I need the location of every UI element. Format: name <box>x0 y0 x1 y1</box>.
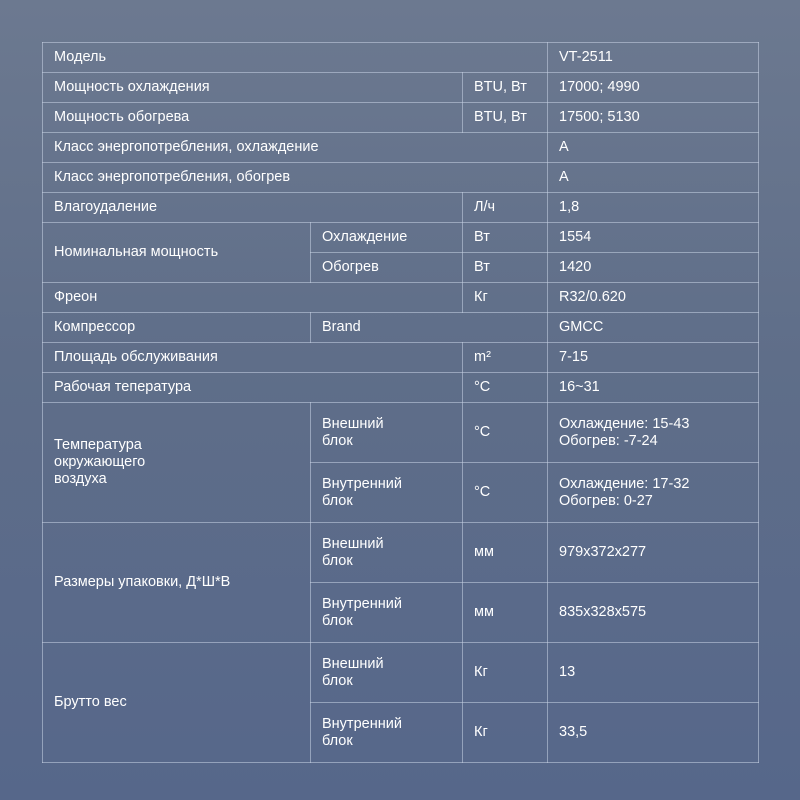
heating-power-unit: BTU, Вт <box>463 103 548 133</box>
refrigerant-label: Фреон <box>43 283 463 313</box>
gross-weight-indoor-type: Внутренний блок <box>311 703 463 763</box>
table-row <box>43 43 759 73</box>
energy-class-cooling-value: A <box>548 133 759 163</box>
table-row <box>43 523 759 583</box>
ambient-temp-outdoor-value: Охлаждение: 15-43 Обогрев: -7-24 <box>548 403 759 463</box>
rated-power-cooling-unit: Вт <box>463 223 548 253</box>
table-row <box>43 73 759 103</box>
operating-temp-unit: °C <box>463 373 548 403</box>
package-size-outdoor-unit: мм <box>463 523 548 583</box>
package-size-outdoor-value: 979x372x277 <box>548 523 759 583</box>
energy-class-heating-label: Класс энергопотребления, обогрев <box>43 163 548 193</box>
model-label: Модель <box>43 43 548 73</box>
operating-temp-value: 16~31 <box>548 373 759 403</box>
table-row <box>43 643 759 703</box>
cooling-power-label: Мощность охлаждения <box>43 73 463 103</box>
cooling-power-value: 17000; 4990 <box>548 73 759 103</box>
package-size-outdoor-type: Внешний блок <box>311 523 463 583</box>
service-area-label: Площадь обслуживания <box>43 343 463 373</box>
table-row <box>43 103 759 133</box>
dehumidification-unit: Л/ч <box>463 193 548 223</box>
energy-class-heating-value: A <box>548 163 759 193</box>
package-size-indoor-type: Внутренний блок <box>311 583 463 643</box>
heating-power-value: 17500; 5130 <box>548 103 759 133</box>
gross-weight-outdoor-type: Внешний блок <box>311 643 463 703</box>
rated-power-label: Номинальная мощность <box>43 223 311 283</box>
energy-class-cooling-label: Класс энергопотребления, охлаждение <box>43 133 548 163</box>
ambient-temp-indoor-type: Внутренний блок <box>311 463 463 523</box>
package-size-indoor-value: 835x328x575 <box>548 583 759 643</box>
ambient-temp-indoor-unit: °C <box>463 463 548 523</box>
table-row <box>43 193 759 223</box>
service-area-unit: m² <box>463 343 548 373</box>
ambient-temp-outdoor-unit: °C <box>463 403 548 463</box>
gross-weight-outdoor-unit: Кг <box>463 643 548 703</box>
table-row <box>43 283 759 313</box>
service-area-value: 7-15 <box>548 343 759 373</box>
ambient-temp-label: Температура окружающего воздуха <box>43 403 311 523</box>
table-row <box>43 223 759 253</box>
operating-temp-label: Рабочая тепература <box>43 373 463 403</box>
table-row <box>43 403 759 463</box>
compressor-sublabel: Brand <box>311 313 548 343</box>
rated-power-cooling-mode: Охлаждение <box>311 223 463 253</box>
cooling-power-unit: BTU, Вт <box>463 73 548 103</box>
heating-power-label: Мощность обогрева <box>43 103 463 133</box>
gross-weight-indoor-value: 33,5 <box>548 703 759 763</box>
package-size-label: Размеры упаковки, Д*Ш*В <box>43 523 311 643</box>
dehumidification-value: 1,8 <box>548 193 759 223</box>
refrigerant-value: R32/0.620 <box>548 283 759 313</box>
rated-power-heating-unit: Вт <box>463 253 548 283</box>
table-row <box>43 373 759 403</box>
gross-weight-outdoor-value: 13 <box>548 643 759 703</box>
gross-weight-label: Брутто вес <box>43 643 311 763</box>
dehumidification-label: Влагоудаление <box>43 193 463 223</box>
rated-power-cooling-value: 1554 <box>548 223 759 253</box>
model-value: VT-2511 <box>548 43 759 73</box>
refrigerant-unit: Кг <box>463 283 548 313</box>
rated-power-heating-value: 1420 <box>548 253 759 283</box>
rated-power-heating-mode: Обогрев <box>311 253 463 283</box>
table-row <box>43 313 759 343</box>
table-row <box>43 163 759 193</box>
spec-table <box>42 42 759 763</box>
compressor-value: GMCC <box>548 313 759 343</box>
ambient-temp-outdoor-type: Внешний блок <box>311 403 463 463</box>
package-size-indoor-unit: мм <box>463 583 548 643</box>
compressor-label: Компрессор <box>43 313 311 343</box>
gross-weight-indoor-unit: Кг <box>463 703 548 763</box>
table-row <box>43 343 759 373</box>
table-row <box>43 133 759 163</box>
ambient-temp-indoor-value: Охлаждение: 17-32 Обогрев: 0-27 <box>548 463 759 523</box>
